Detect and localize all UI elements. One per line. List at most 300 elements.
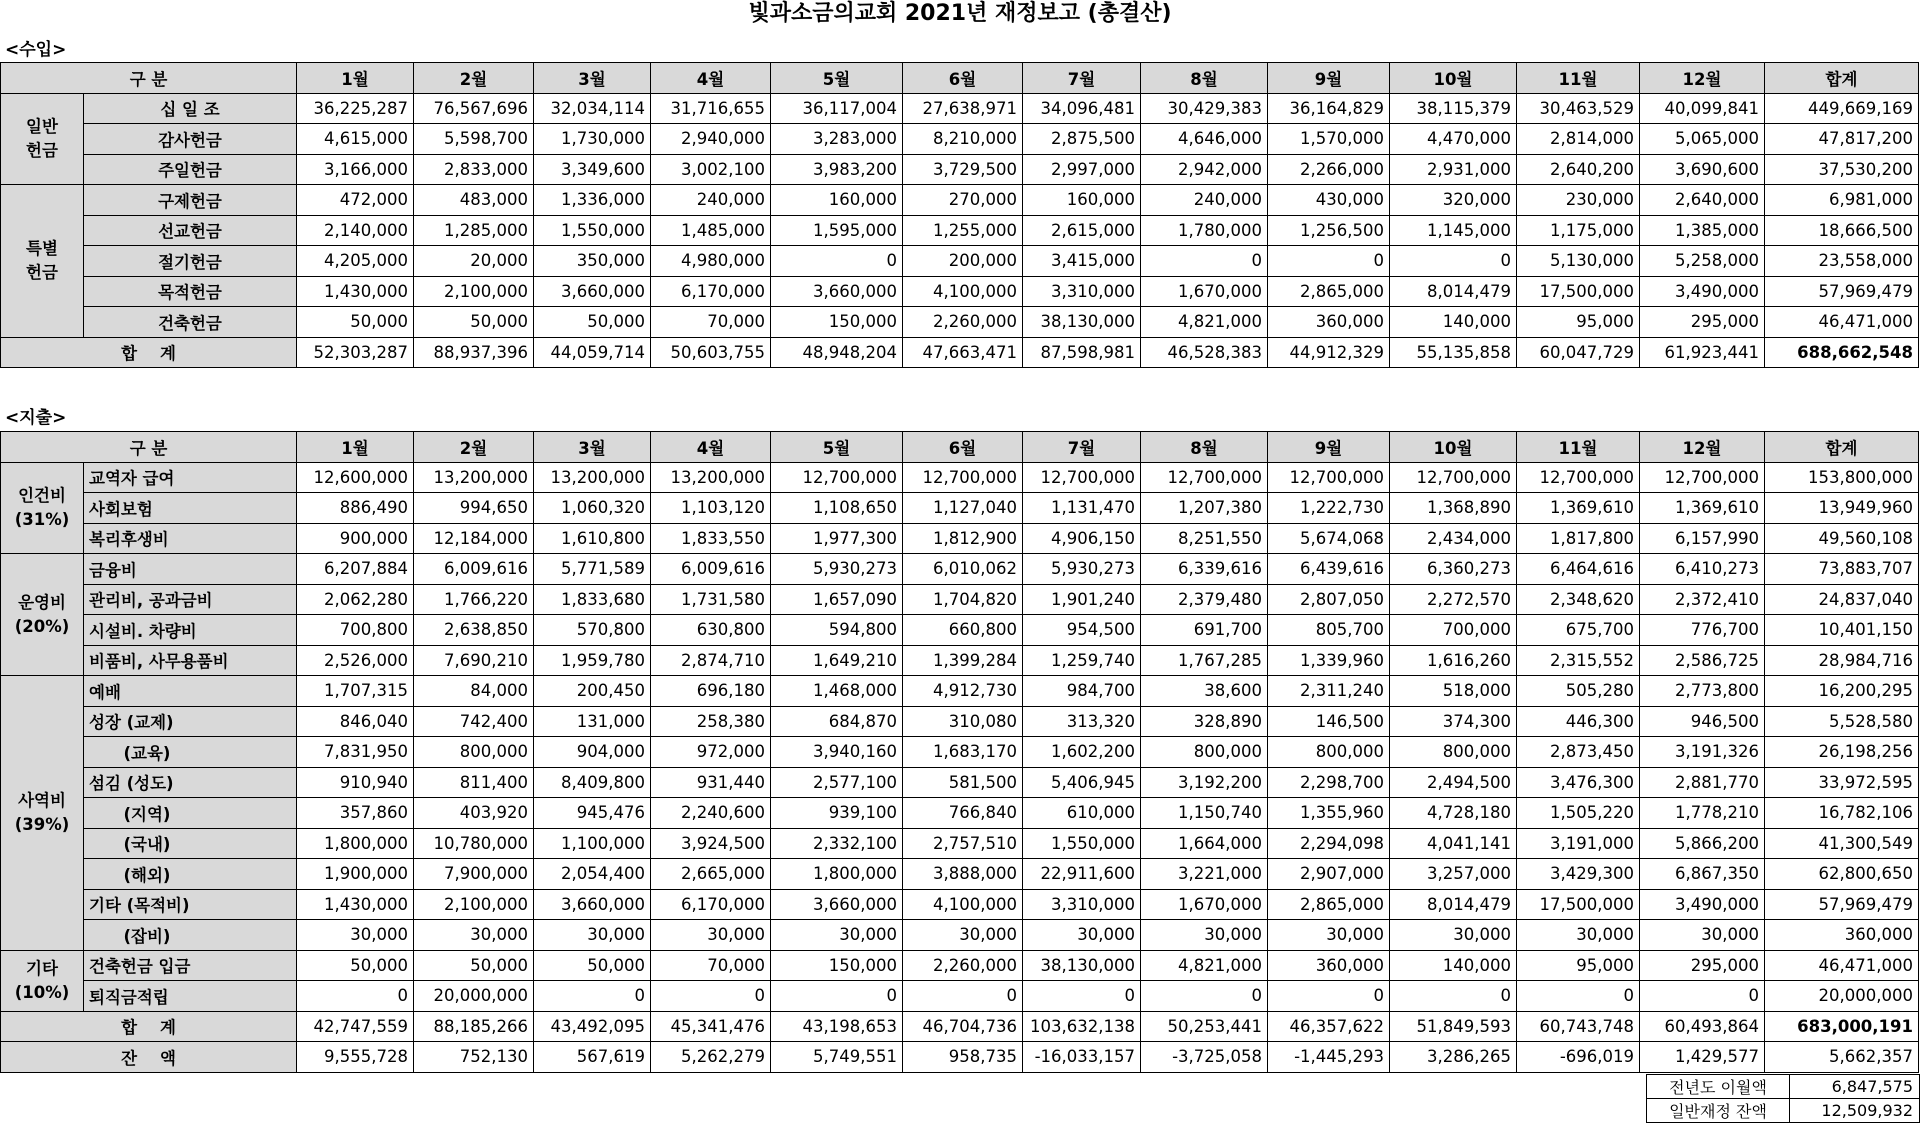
- row-label: 건축헌금 입금: [84, 950, 297, 981]
- value-cell: 12,184,000: [414, 523, 534, 554]
- value-cell: 6,009,616: [651, 554, 771, 585]
- summary-value: 12,509,932: [1790, 1099, 1920, 1123]
- row-label: (지역): [84, 798, 297, 829]
- value-cell: 13,949,960: [1765, 493, 1919, 524]
- value-cell: 2,638,850: [414, 615, 534, 646]
- value-cell: 10,780,000: [414, 828, 534, 859]
- value-cell: 10,401,150: [1765, 615, 1919, 646]
- value-cell: 446,300: [1517, 706, 1640, 737]
- value-cell: 2,940,000: [651, 124, 771, 155]
- value-cell: 44,912,329: [1268, 337, 1390, 368]
- value-cell: 0: [903, 981, 1023, 1012]
- value-cell: 230,000: [1517, 185, 1640, 216]
- header-month: 6월: [903, 432, 1023, 463]
- value-cell: 1,616,260: [1390, 645, 1517, 676]
- value-cell: 403,920: [414, 798, 534, 829]
- value-cell: 1,833,550: [651, 523, 771, 554]
- value-cell: 0: [1141, 981, 1268, 1012]
- group-label: 특별 헌금: [1, 185, 84, 338]
- value-cell: 1,657,090: [771, 584, 903, 615]
- value-cell: 1,664,000: [1141, 828, 1268, 859]
- value-cell: 1,670,000: [1141, 276, 1268, 307]
- value-cell: 2,062,280: [297, 584, 414, 615]
- row-label: (해외): [84, 859, 297, 890]
- value-cell: 4,470,000: [1390, 124, 1517, 155]
- value-cell: 1,767,285: [1141, 645, 1268, 676]
- value-cell: 30,000: [771, 920, 903, 951]
- row-label: 교역자 급여: [84, 462, 297, 493]
- value-cell: 904,000: [534, 737, 651, 768]
- value-cell: 7,690,210: [414, 645, 534, 676]
- value-cell: 17,500,000: [1517, 889, 1640, 920]
- value-cell: 41,300,549: [1765, 828, 1919, 859]
- table-row: [1, 889, 1919, 920]
- value-cell: 1,336,000: [534, 185, 651, 216]
- row-label: 선교헌금: [84, 215, 297, 246]
- value-cell: 5,130,000: [1517, 246, 1640, 277]
- group-label: 사역비 (39%): [1, 676, 84, 951]
- value-cell: 84,000: [414, 676, 534, 707]
- value-cell: 1,800,000: [771, 859, 903, 890]
- value-cell: 4,906,150: [1023, 523, 1141, 554]
- row-label: 건축헌금: [84, 307, 297, 338]
- value-cell: 449,669,169: [1765, 93, 1919, 124]
- value-cell: 3,429,300: [1517, 859, 1640, 890]
- value-cell: 24,837,040: [1765, 584, 1919, 615]
- value-cell: 696,180: [651, 676, 771, 707]
- value-cell: 846,040: [297, 706, 414, 737]
- table-row: [1, 676, 1919, 707]
- value-cell: 0: [1640, 981, 1765, 1012]
- row-label: 사회보험: [84, 493, 297, 524]
- header-month: 3월: [534, 63, 651, 94]
- value-cell: 5,866,200: [1640, 828, 1765, 859]
- value-cell: 994,650: [414, 493, 534, 524]
- value-cell: 1,707,315: [297, 676, 414, 707]
- value-cell: 13,200,000: [414, 462, 534, 493]
- value-cell: 954,500: [1023, 615, 1141, 646]
- value-cell: 472,000: [297, 185, 414, 216]
- value-cell: 70,000: [651, 950, 771, 981]
- value-cell: 3,191,326: [1640, 737, 1765, 768]
- value-cell: 46,357,622: [1268, 1011, 1390, 1042]
- value-cell: 295,000: [1640, 307, 1765, 338]
- value-cell: 1,704,820: [903, 584, 1023, 615]
- value-cell: 30,000: [903, 920, 1023, 951]
- value-cell: 2,931,000: [1390, 154, 1517, 185]
- value-cell: 1,817,800: [1517, 523, 1640, 554]
- value-cell: 57,969,479: [1765, 276, 1919, 307]
- value-cell: 886,490: [297, 493, 414, 524]
- row-label: 시설비. 차량비: [84, 615, 297, 646]
- value-cell: 3,310,000: [1023, 889, 1141, 920]
- value-cell: 0: [1517, 981, 1640, 1012]
- value-cell: 570,800: [534, 615, 651, 646]
- value-cell: 4,041,141: [1390, 828, 1517, 859]
- value-cell: 360,000: [1765, 920, 1919, 951]
- value-cell: 2,298,700: [1268, 767, 1390, 798]
- value-cell: 1,131,470: [1023, 493, 1141, 524]
- value-cell: 1,399,284: [903, 645, 1023, 676]
- value-cell: 776,700: [1640, 615, 1765, 646]
- value-cell: 1,222,730: [1268, 493, 1390, 524]
- table-row: [1, 981, 1919, 1012]
- header-month: 11월: [1517, 63, 1640, 94]
- value-cell: 2,434,000: [1390, 523, 1517, 554]
- value-cell: 675,700: [1517, 615, 1640, 646]
- header-month: 9월: [1268, 432, 1390, 463]
- value-cell: 360,000: [1268, 950, 1390, 981]
- header-category: 구 분: [1, 63, 297, 94]
- value-cell: -1,445,293: [1268, 1042, 1390, 1073]
- value-cell: 1,103,120: [651, 493, 771, 524]
- value-cell: 2,814,000: [1517, 124, 1640, 155]
- value-cell: 800,000: [1268, 737, 1390, 768]
- value-cell: 6,170,000: [651, 276, 771, 307]
- value-cell: 6,867,350: [1640, 859, 1765, 890]
- value-cell: 594,800: [771, 615, 903, 646]
- value-cell: 1,430,000: [297, 889, 414, 920]
- value-cell: 2,311,240: [1268, 676, 1390, 707]
- value-cell: 31,716,655: [651, 93, 771, 124]
- value-cell: 270,000: [903, 185, 1023, 216]
- value-cell: 12,700,000: [771, 462, 903, 493]
- value-cell: 6,464,616: [1517, 554, 1640, 585]
- expense-section-label: <지출>: [5, 408, 67, 428]
- header-month: 9월: [1268, 63, 1390, 94]
- header-month: 5월: [771, 432, 903, 463]
- value-cell: 2,348,620: [1517, 584, 1640, 615]
- row-label: 기타 (목적비): [84, 889, 297, 920]
- value-cell: 800,000: [414, 737, 534, 768]
- income-section-label: <수입>: [5, 40, 67, 60]
- value-cell: 313,320: [1023, 706, 1141, 737]
- value-cell: 2,100,000: [414, 889, 534, 920]
- value-cell: 73,883,707: [1765, 554, 1919, 585]
- value-cell: 5,674,068: [1268, 523, 1390, 554]
- value-cell: 5,662,357: [1765, 1042, 1919, 1073]
- value-cell: 1,339,960: [1268, 645, 1390, 676]
- value-cell: 900,000: [297, 523, 414, 554]
- table-row: [1, 246, 1919, 277]
- value-cell: 3,191,000: [1517, 828, 1640, 859]
- value-cell: 50,000: [414, 307, 534, 338]
- table-row: [1, 554, 1919, 585]
- value-cell: 33,972,595: [1765, 767, 1919, 798]
- value-cell: 1,108,650: [771, 493, 903, 524]
- value-cell: 945,476: [534, 798, 651, 829]
- value-cell: 1,550,000: [534, 215, 651, 246]
- value-cell: 1,369,610: [1517, 493, 1640, 524]
- value-cell: 1,649,210: [771, 645, 903, 676]
- value-cell: 1,833,680: [534, 584, 651, 615]
- value-cell: 350,000: [534, 246, 651, 277]
- value-cell: 12,700,000: [1517, 462, 1640, 493]
- value-cell: 6,170,000: [651, 889, 771, 920]
- value-cell: 2,881,770: [1640, 767, 1765, 798]
- value-cell: 30,000: [1390, 920, 1517, 951]
- value-cell: 43,492,095: [534, 1011, 651, 1042]
- value-cell: 958,735: [903, 1042, 1023, 1073]
- value-cell: 1,959,780: [534, 645, 651, 676]
- group-label: 일반 헌금: [1, 93, 84, 185]
- table-row: [1, 185, 1919, 216]
- value-cell: 1,505,220: [1517, 798, 1640, 829]
- value-cell: 150,000: [771, 307, 903, 338]
- value-cell: 1,259,740: [1023, 645, 1141, 676]
- row-label: 목적헌금: [84, 276, 297, 307]
- value-cell: 5,528,580: [1765, 706, 1919, 737]
- row-label: 관리비, 공과금비: [84, 584, 297, 615]
- header-month: 1월: [297, 432, 414, 463]
- value-cell: 1,468,000: [771, 676, 903, 707]
- value-cell: 12,700,000: [903, 462, 1023, 493]
- value-cell: 4,728,180: [1390, 798, 1517, 829]
- value-cell: 38,130,000: [1023, 307, 1141, 338]
- value-cell: 660,800: [903, 615, 1023, 646]
- value-cell: 328,890: [1141, 706, 1268, 737]
- value-cell: 4,646,000: [1141, 124, 1268, 155]
- value-cell: 2,586,725: [1640, 645, 1765, 676]
- value-cell: 12,700,000: [1141, 462, 1268, 493]
- value-cell: 1,900,000: [297, 859, 414, 890]
- value-cell: 30,429,383: [1141, 93, 1268, 124]
- value-cell: 1,610,800: [534, 523, 651, 554]
- value-cell: 22,911,600: [1023, 859, 1141, 890]
- header-month: 3월: [534, 432, 651, 463]
- value-cell: 30,463,529: [1517, 93, 1640, 124]
- value-cell: 357,860: [297, 798, 414, 829]
- value-cell: 47,817,200: [1765, 124, 1919, 155]
- value-cell: 16,200,295: [1765, 676, 1919, 707]
- value-cell: 1,812,900: [903, 523, 1023, 554]
- value-cell: 40,099,841: [1640, 93, 1765, 124]
- value-cell: 140,000: [1390, 950, 1517, 981]
- value-cell: 2,865,000: [1268, 889, 1390, 920]
- row-label: 퇴직금적립: [84, 981, 297, 1012]
- summary-label: 일반재정 잔액: [1647, 1099, 1790, 1123]
- value-cell: 2,874,710: [651, 645, 771, 676]
- header-row: [1, 432, 1919, 463]
- value-cell: 972,000: [651, 737, 771, 768]
- value-cell: 683,000,191: [1765, 1011, 1919, 1042]
- value-cell: 6,010,062: [903, 554, 1023, 585]
- value-cell: 76,567,696: [414, 93, 534, 124]
- value-cell: 16,782,106: [1765, 798, 1919, 829]
- balance-row: [1, 1042, 1919, 1073]
- value-cell: 766,840: [903, 798, 1023, 829]
- value-cell: 13,200,000: [534, 462, 651, 493]
- value-cell: 2,315,552: [1517, 645, 1640, 676]
- value-cell: 258,380: [651, 706, 771, 737]
- value-cell: 0: [1390, 981, 1517, 1012]
- value-cell: 3,660,000: [534, 276, 651, 307]
- value-cell: 23,558,000: [1765, 246, 1919, 277]
- value-cell: 931,440: [651, 767, 771, 798]
- value-cell: 3,660,000: [771, 276, 903, 307]
- table-row: [1, 523, 1919, 554]
- value-cell: 3,002,100: [651, 154, 771, 185]
- value-cell: 2,260,000: [903, 950, 1023, 981]
- header-month: 4월: [651, 63, 771, 94]
- row-label: 성장 (교제): [84, 706, 297, 737]
- value-cell: 4,100,000: [903, 889, 1023, 920]
- value-cell: 6,360,273: [1390, 554, 1517, 585]
- value-cell: 3,983,200: [771, 154, 903, 185]
- value-cell: 20,000,000: [1765, 981, 1919, 1012]
- value-cell: 3,349,600: [534, 154, 651, 185]
- summary-table: [1646, 1074, 1920, 1123]
- value-cell: 374,300: [1390, 706, 1517, 737]
- value-cell: 3,660,000: [771, 889, 903, 920]
- value-cell: 52,303,287: [297, 337, 414, 368]
- value-cell: 12,700,000: [1640, 462, 1765, 493]
- value-cell: 2,997,000: [1023, 154, 1141, 185]
- value-cell: 5,749,551: [771, 1042, 903, 1073]
- value-cell: 3,690,600: [1640, 154, 1765, 185]
- value-cell: 20,000,000: [414, 981, 534, 1012]
- value-cell: 430,000: [1268, 185, 1390, 216]
- value-cell: 1,766,220: [414, 584, 534, 615]
- table-row: [1, 950, 1919, 981]
- row-label: (국내): [84, 828, 297, 859]
- row-label: 섬김 (성도): [84, 767, 297, 798]
- value-cell: 295,000: [1640, 950, 1765, 981]
- value-cell: 30,000: [651, 920, 771, 951]
- value-cell: 27,638,971: [903, 93, 1023, 124]
- value-cell: 1,485,000: [651, 215, 771, 246]
- value-cell: 160,000: [771, 185, 903, 216]
- income-table: [0, 62, 1919, 368]
- row-label: 십 일 조: [84, 93, 297, 124]
- value-cell: 20,000: [414, 246, 534, 277]
- value-cell: 95,000: [1517, 307, 1640, 338]
- value-cell: 946,500: [1640, 706, 1765, 737]
- value-cell: 5,598,700: [414, 124, 534, 155]
- table-row: [1, 798, 1919, 829]
- value-cell: 684,870: [771, 706, 903, 737]
- value-cell: 3,940,160: [771, 737, 903, 768]
- header-month: 7월: [1023, 63, 1141, 94]
- value-cell: 800,000: [1390, 737, 1517, 768]
- value-cell: 1,778,210: [1640, 798, 1765, 829]
- value-cell: 46,528,383: [1141, 337, 1268, 368]
- value-cell: 2,875,500: [1023, 124, 1141, 155]
- value-cell: 60,047,729: [1517, 337, 1640, 368]
- table-row: [1, 706, 1919, 737]
- value-cell: 3,257,000: [1390, 859, 1517, 890]
- value-cell: 1,731,580: [651, 584, 771, 615]
- value-cell: 4,821,000: [1141, 307, 1268, 338]
- table-row: [1, 584, 1919, 615]
- value-cell: 6,009,616: [414, 554, 534, 585]
- value-cell: 2,807,050: [1268, 584, 1390, 615]
- value-cell: 44,059,714: [534, 337, 651, 368]
- value-cell: 6,207,884: [297, 554, 414, 585]
- value-cell: 2,494,500: [1390, 767, 1517, 798]
- value-cell: 36,117,004: [771, 93, 903, 124]
- value-cell: 30,000: [1640, 920, 1765, 951]
- value-cell: 8,014,479: [1390, 889, 1517, 920]
- value-cell: 0: [1390, 246, 1517, 277]
- value-cell: 5,930,273: [771, 554, 903, 585]
- header-row: [1, 63, 1919, 94]
- value-cell: 50,000: [534, 307, 651, 338]
- value-cell: 30,000: [414, 920, 534, 951]
- total-row: [1, 337, 1919, 368]
- value-cell: 483,000: [414, 185, 534, 216]
- group-label: 운영비 (20%): [1, 554, 84, 676]
- value-cell: 610,000: [1023, 798, 1141, 829]
- value-cell: 320,000: [1390, 185, 1517, 216]
- row-label: 금융비: [84, 554, 297, 585]
- header-category: 구 분: [1, 432, 297, 463]
- value-cell: 50,253,441: [1141, 1011, 1268, 1042]
- value-cell: 360,000: [1268, 307, 1390, 338]
- header-month: 12월: [1640, 432, 1765, 463]
- value-cell: 30,000: [1517, 920, 1640, 951]
- value-cell: 1,256,500: [1268, 215, 1390, 246]
- value-cell: 17,500,000: [1517, 276, 1640, 307]
- table-row: [1, 215, 1919, 246]
- header-month: 1월: [297, 63, 414, 94]
- value-cell: 3,221,000: [1141, 859, 1268, 890]
- value-cell: 3,415,000: [1023, 246, 1141, 277]
- table-row: [1, 737, 1919, 768]
- value-cell: 2,260,000: [903, 307, 1023, 338]
- value-cell: 1,368,890: [1390, 493, 1517, 524]
- total-row: [1, 1011, 1919, 1042]
- value-cell: 3,286,265: [1390, 1042, 1517, 1073]
- value-cell: 1,355,960: [1268, 798, 1390, 829]
- value-cell: 700,000: [1390, 615, 1517, 646]
- value-cell: 2,773,800: [1640, 676, 1765, 707]
- value-cell: 95,000: [1517, 950, 1640, 981]
- value-cell: 2,526,000: [297, 645, 414, 676]
- header-month: 8월: [1141, 432, 1268, 463]
- value-cell: 12,700,000: [1023, 462, 1141, 493]
- value-cell: 6,410,273: [1640, 554, 1765, 585]
- value-cell: 581,500: [903, 767, 1023, 798]
- value-cell: 60,743,748: [1517, 1011, 1640, 1042]
- value-cell: 3,660,000: [534, 889, 651, 920]
- value-cell: 4,912,730: [903, 676, 1023, 707]
- value-cell: 3,490,000: [1640, 276, 1765, 307]
- value-cell: 1,670,000: [1141, 889, 1268, 920]
- value-cell: 1,060,320: [534, 493, 651, 524]
- value-cell: 3,310,000: [1023, 276, 1141, 307]
- value-cell: 2,665,000: [651, 859, 771, 890]
- table-row: [1, 124, 1919, 155]
- value-cell: 30,000: [1141, 920, 1268, 951]
- value-cell: 240,000: [651, 185, 771, 216]
- value-cell: 2,640,000: [1640, 185, 1765, 216]
- value-cell: 45,341,476: [651, 1011, 771, 1042]
- value-cell: 1,780,000: [1141, 215, 1268, 246]
- value-cell: 60,493,864: [1640, 1011, 1765, 1042]
- value-cell: 505,280: [1517, 676, 1640, 707]
- value-cell: 12,700,000: [1268, 462, 1390, 493]
- header-month: 7월: [1023, 432, 1141, 463]
- header-month: 합계: [1765, 432, 1919, 463]
- value-cell: 30,000: [534, 920, 651, 951]
- value-cell: 1,602,200: [1023, 737, 1141, 768]
- value-cell: 5,065,000: [1640, 124, 1765, 155]
- value-cell: 3,888,000: [903, 859, 1023, 890]
- value-cell: 37,530,200: [1765, 154, 1919, 185]
- value-cell: 2,615,000: [1023, 215, 1141, 246]
- value-cell: 7,900,000: [414, 859, 534, 890]
